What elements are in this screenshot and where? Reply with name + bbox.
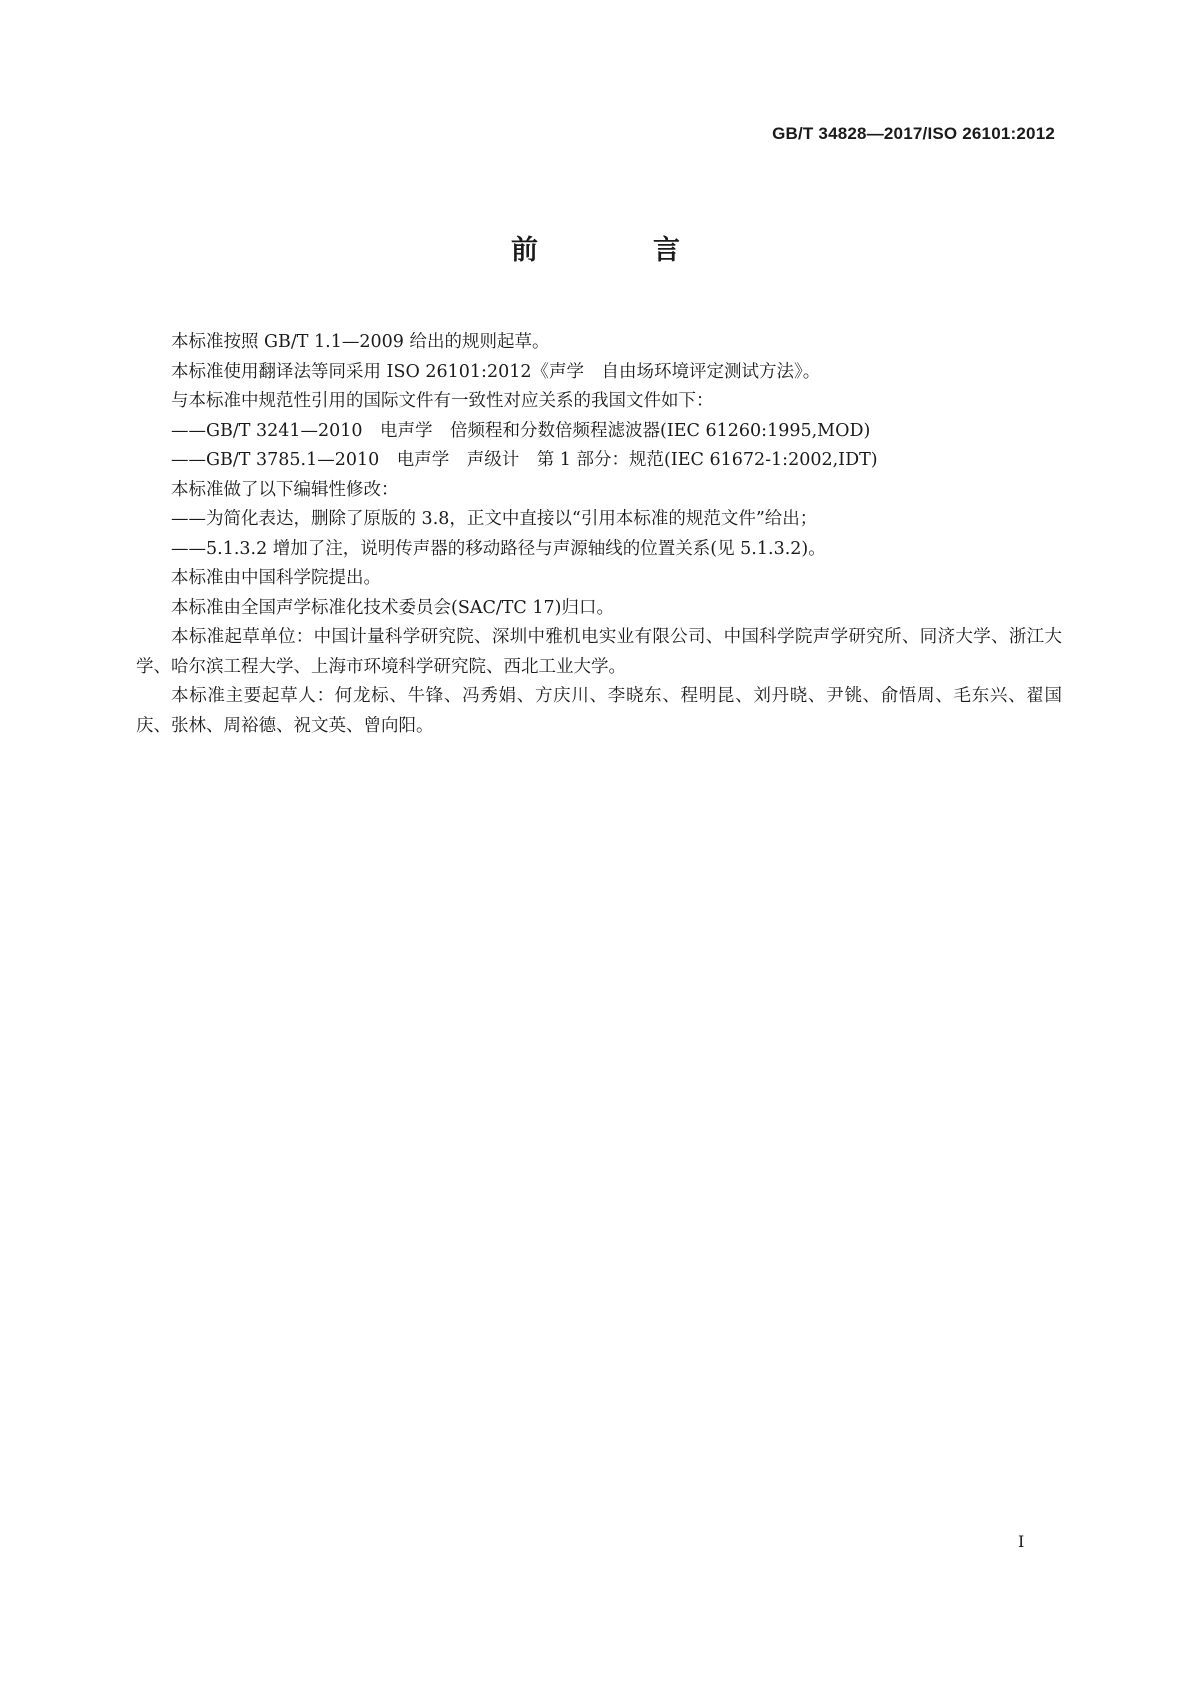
list-item-gbt-3241: ——GB/T 3241—2010 电声学 倍频程和分数倍频程滤波器(IEC 61260:1995,MOD): [171, 420, 871, 441]
paragraph-main-drafters: 本标准主要起草人：何龙标、牛锋、冯秀娟、方庆川、李晓东、程明昆、刘丹晓、尹铫、俞悟周、毛东兴、翟国庆、张林、周裕德、祝文英、曾向阳。: [136, 686, 1062, 736]
list-item-gbt-3785: ——GB/T 3785.1—2010 电声学 声级计 第 1 部分：规范(IEC 61672-1:2002,IDT): [171, 450, 878, 470]
standard-number-header: GB/T 34828—2017/ISO 26101:2012: [772, 124, 1055, 143]
list-item-editorial-change-1: ——为简化表达，删除了原版的 3.8，正文中直接以“引用本标准的规范文件”给出；: [171, 509, 818, 529]
paragraph-editorial-changes-intro: 本标准做了以下编辑性修改：: [171, 479, 399, 500]
paragraph-technical-committee: 本标准由全国声学标准化技术委员会(SAC/TC 17)归口。: [171, 597, 614, 618]
page-number: I: [1018, 1532, 1025, 1551]
paragraph-normative-references-intro: 与本标准中规范性引用的国际文件有一致性对应关系的我国文件如下：: [171, 391, 714, 411]
document-body: [136, 328, 1062, 741]
paragraph-proposer: 本标准由中国科学院提出。: [171, 568, 381, 588]
paragraph-translation-method: 本标准使用翻译法等同采用 ISO 26101:2012《声学 自由场环境评定测试方法》。: [171, 361, 821, 382]
paragraph-drafting-organizations: 本标准起草单位：中国计量科学研究院、深圳中雅机电实业有限公司、中国科学院声学研究所、同济大学、浙江大学、哈尔滨工程大学、上海市环境科学研究院、西北工业大学。: [136, 627, 1062, 677]
page-title: 前 言: [511, 235, 724, 266]
paragraph-drafting-rules: 本标准按照 GB/T 1.1—2009 给出的规则起草。: [171, 332, 550, 352]
list-item-editorial-change-2: ——5.1.3.2 增加了注，说明传声器的移动路径与声源轴线的位置关系(见 5.1.3.2)。: [171, 538, 826, 559]
